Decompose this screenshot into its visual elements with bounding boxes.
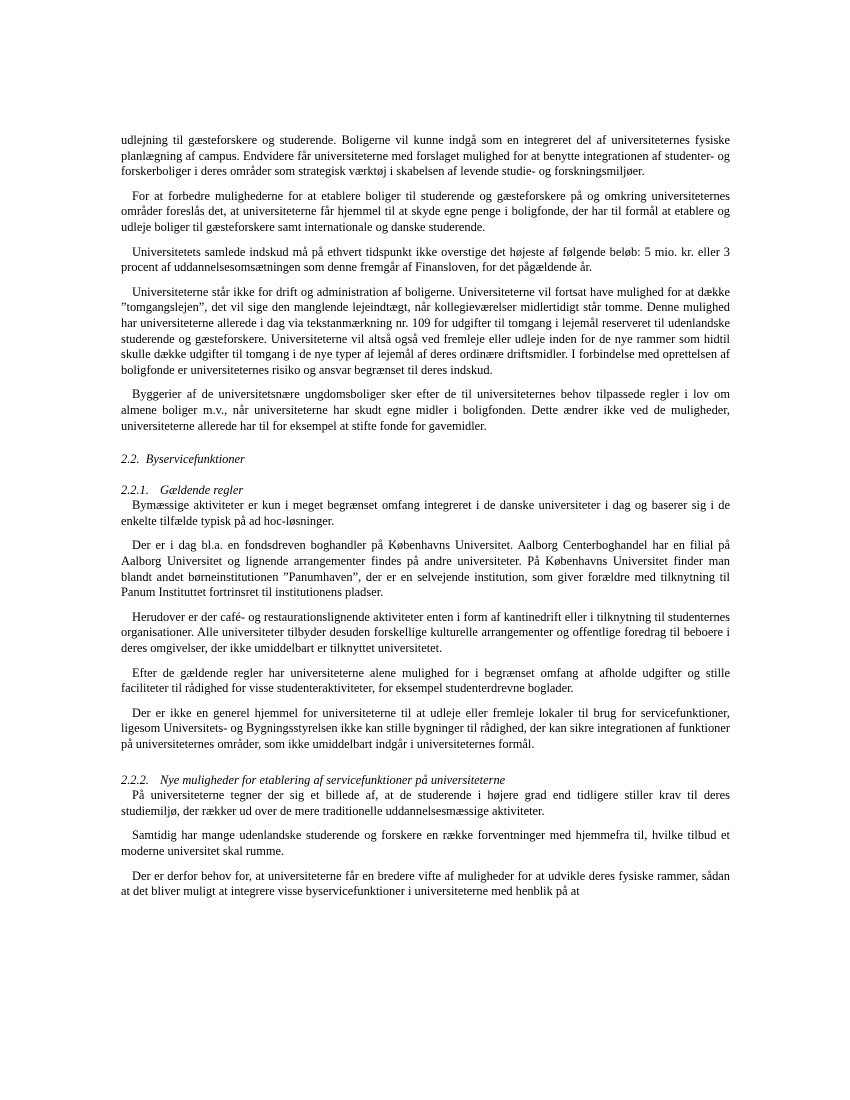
paragraph: Der er i dag bl.a. en fondsdreven boghandler på Københavns Universitet. Aalborg Centerboghandel har en filial på Aalborg Universitet og lignende arrangementer findes på andre universiteter. På Københavns Universitet finder man blandt andet børneinstitutionen ”Panumhaven”, der er en selvejende institution, som giver forældre med tilknytning til Panum Instituttet fortrinsret til institutionens pladser.	[121, 538, 730, 600]
paragraph: Bymæssige aktiviteter er kun i meget begrænset omfang integreret i de danske universiteter i dag og baserer sig i de enkelte tilfælde typisk på ad hoc-løsninger.	[121, 498, 730, 528]
section-number: 2.2.	[121, 452, 140, 467]
paragraph: På universiteterne tegner der sig et billede af, at de studerende i højere grad end tidligere stiller krav til deres studiemiljø, der rækker ud over de mere traditionelle uddannelsesmæssige aktiviteter.	[121, 788, 730, 818]
subsection-heading	[121, 773, 730, 789]
subsection-title: Nye muligheder for etablering af servicefunktioner på universiteterne	[160, 772, 506, 787]
section-heading	[121, 452, 730, 468]
paragraph: udlejning til gæsteforskere og studerende. Boligerne vil kunne indgå som en integreret del af universiteternes fysiske planlægning af campus. Endvidere får universiteterne med forslaget mulighed for at benytte integrationen af studenter- og forskerboliger i deres områder som strategisk værktøj i skabelsen af levende studie- og forskningsmiljøer.	[121, 133, 730, 179]
subsection-title: Gældende regler	[160, 482, 244, 497]
subsection-number: 2.2.1.	[121, 482, 149, 497]
subsection-number: 2.2.2.	[121, 772, 149, 787]
paragraph: Byggerier af de universitetsnære ungdomsboliger sker efter de til universiteternes behov tilpassede regler i lov om almene boliger m.v., når universiteterne har skudt egne midler i boligfonden. Dette ændrer ikke ved de muligheder, universiteterne allerede har til for eksempel at stifte fonde for gavemidler.	[121, 387, 730, 433]
paragraph: Universitetets samlede indskud må på ethvert tidspunkt ikke overstige det højeste af følgende beløb: 5 mio. kr. eller 3 procent af uddannelsesomsætningen som denne fremgår af Finansloven, for det pågældende år.	[121, 244, 730, 275]
subsection-heading	[121, 483, 730, 499]
paragraph: Efter de gældende regler har universiteterne alene mulighed for i begrænset omfang at afholde udgifter og stille faciliteter til rådighed for visse studenteraktiviteter, for eksempel studenterdrevne boglader.	[121, 665, 730, 696]
document-page	[121, 133, 730, 909]
paragraph: Samtidig har mange udenlandske studerende og forskere en række forventninger med hjemmefra til, hvilke tilbud et moderne universitet skal rumme.	[121, 828, 730, 858]
section-title: Byservicefunktioner	[145, 452, 245, 467]
paragraph: Der er derfor behov for, at universiteterne får en bredere vifte af muligheder for at udvikle deres fysiske rammer, sådan at det bliver muligt at integrere visse byservicefunktioner i universiteterne med henblik på at	[121, 868, 730, 899]
paragraph: For at forbedre mulighederne for at etablere boliger til studerende og gæsteforskere på og omkring universiteternes områder foreslås det, at universiteterne får hjemmel til at skyde egne penge i boligfonde, der har til formål at etablere og udleje boliger til gæsteforskere samt internationale og danske studerende.	[121, 188, 730, 234]
paragraph: Der er ikke en generel hjemmel for universiteterne til at udleje eller fremleje lokaler til brug for servicefunktioner, ligesom Universitets- og Bygningsstyrelsen ikke kan stille bygninger til rådighed, der kan sikre integrationen af funktioner på universiteternes områder, som ikke umiddelbart indgår i universiteternes formål.	[121, 705, 730, 751]
paragraph: Herudover er der café- og restaurationslignende aktiviteter enten i form af kantinedrift eller i tilknytning til studenternes organisationer. Alle universiteter tilbyder desuden forskellige kulturelle arrangementer og offentlige foredrag til beboere i deres omgivelser, der ikke umiddelbart er tilknyttet universitetet.	[121, 609, 730, 656]
paragraph: Universiteterne står ikke for drift og administration af boligerne. Universiteterne vil fortsat have mulighed for at dække ”tomgangslejen”, det vil sige den manglende lejeindtægt, når kollegieværelser midlertidigt står tomme. Denne mulighed har universiteterne allerede i dag via tekstanmærkning nr. 109 for udgifter til tomgang i lejemål reserveret til udenlandske studerende og gæsteforskere. Universiteterne vil altså også ved fremleje eller udleje inden for de nye rammer som hidtil skulle dække udgifter til tomgang i de nye typer af lejemål af deres ordinære driftsmidler. I forbindelse med oprettelsen af boligfonde er universiteternes risiko og ansvar begrænset til deres indskud.	[121, 284, 730, 377]
